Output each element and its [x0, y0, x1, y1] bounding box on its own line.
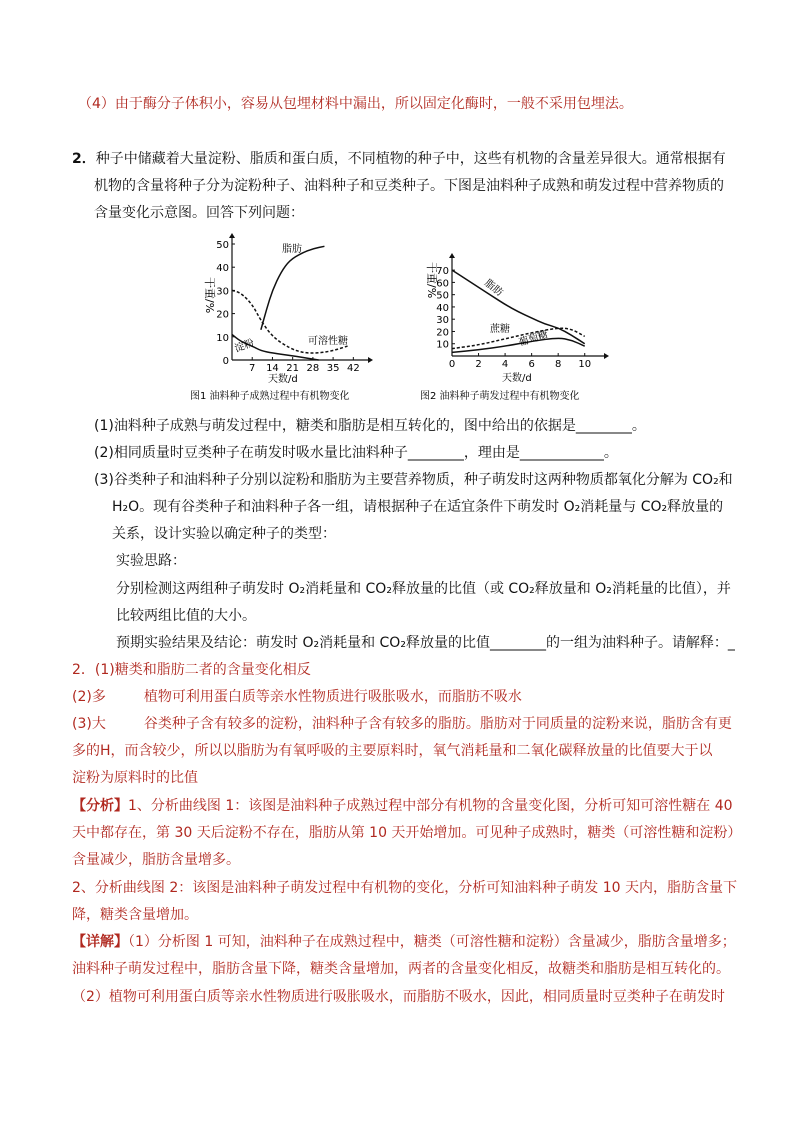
q3-line2: H₂O。现有谷类种子和油料种子各一组，请根据种子在适宜条件下萌发时 O₂消耗量与 CO₂释放量的 — [112, 499, 724, 515]
fig2-y-tick-label: 40 — [436, 302, 449, 314]
fig2-x-tick-label: 6 — [528, 359, 535, 370]
fig1-y-tick-label: 10 — [216, 332, 229, 344]
figure-2 — [420, 252, 620, 404]
figure-1 — [190, 232, 390, 404]
q3-line4: 实验思路： — [116, 553, 186, 569]
fig2-x-tick-label: 2 — [475, 359, 482, 370]
detail-line2: 油料种子萌发过程中，脂肪含量下降，糖类含量增加，两者的含量变化相反，故糖类和脂肪是相互转化的。 — [72, 961, 730, 977]
analysis-tag: 【分析】 — [72, 798, 128, 814]
question-intro-line3: 含量变化示意图。回答下列问题： — [94, 205, 304, 221]
answer-3-line2: 多的H，而含较少，所以以脂肪为有氧呼吸的主要原料时，氧气消耗量和二氧化碳释放量的比值要大于以 — [72, 743, 713, 759]
question-number: 2． — [72, 151, 96, 167]
analysis-line5: 降，糖类含量增加。 — [72, 907, 198, 923]
q3-line3: 关系，设计实验以确定种子的类型： — [112, 526, 336, 542]
analysis-line4: 2、分析曲线图 2：该图是油料种子萌发过程中有机物的变化，分析可知油料种子萌发 10 天内，脂肪含量下 — [72, 880, 737, 896]
answer-2-label: (2)多 — [72, 689, 106, 705]
answer-1: 2．(1)糖类和脂肪二者的含量变化相反 — [72, 662, 311, 678]
fig1-label-1: 可溶性糖 — [308, 336, 348, 347]
q2: (2)相同质量时豆类种子在萌发时吸水量比油料种子________，理由是____________。 — [94, 445, 618, 461]
fig2-series-0 — [452, 270, 585, 344]
analysis-text1: 1、分析曲线图 1：该图是油料种子成熟过程中部分有机物的含量变化图，分析可知可溶性糖在 40 — [128, 798, 733, 814]
fig2-x-tick-label: 0 — [448, 359, 456, 370]
answer-2-text: 植物可利用蛋白质等亲水性物质进行吸胀吸水，而脂肪不吸水 — [143, 689, 522, 705]
q1: (1)油料种子成熟与萌发过程中，糖类和脂肪是相互转化的，图中给出的依据是________。 — [94, 418, 646, 434]
fig1-ylabel: 干重/% — [203, 277, 216, 314]
fig2-caption: 图2 油料种子萌发过程中有机物变化 — [420, 391, 580, 402]
fig2-label-2: 葡萄糖 — [517, 329, 550, 349]
fig2-x-tick-label: 10 — [578, 359, 592, 370]
fig2-xlabel: 天数/d — [502, 373, 532, 384]
fig1-y-tick-label: 0 — [222, 356, 229, 367]
fig1-y-tick-label: 30 — [216, 286, 229, 298]
fig1-label-0: 脂肪 — [282, 244, 302, 255]
fig1-series-0 — [261, 246, 325, 330]
fig1-x-tick-label: 28 — [306, 363, 320, 374]
fig2-x-tick-label: 4 — [501, 359, 509, 370]
fig1-x-tick-label: 21 — [286, 363, 300, 374]
fig2-y-tick-label: 20 — [436, 327, 449, 339]
analysis-line1 — [72, 797, 733, 815]
answer-2 — [72, 688, 522, 706]
fig2-x-tick-label: 8 — [554, 359, 562, 370]
fig1-caption: 图1 油料种子成熟过程中有机物变化 — [190, 391, 350, 402]
fig2-label-0: 脂肪 — [482, 277, 505, 299]
answer-3-line3: 淀粉为原料时的比值 — [72, 770, 198, 786]
fig1-label-2: 淀粉 — [233, 337, 256, 355]
analysis-line3: 含量减少，脂肪含量增多。 — [72, 852, 240, 868]
top-answer: （4）由于酶分子体积小，容易从包埋材料中漏出，所以固定化酶时，一般不采用包埋法。 — [78, 96, 633, 112]
fig1-x-arrow — [368, 357, 373, 363]
fig2-y-tick-label: 70 — [436, 266, 449, 278]
fig1-x-tick-label: 7 — [249, 363, 256, 374]
detail-line1 — [72, 933, 736, 951]
fig1-y-arrow — [229, 233, 235, 238]
fig1-x-tick-label: 35 — [326, 363, 340, 374]
fig2-y-tick-label: 60 — [436, 278, 449, 290]
fig2-y-tick-label: 50 — [436, 290, 449, 302]
detail-tag: 【详解】 — [72, 934, 128, 950]
fig1-x-tick-label: 14 — [266, 363, 279, 374]
q3-line5: 分别检测这两组种子萌发时 O₂消耗量和 CO₂释放量的比值（或 CO₂释放量和 O₂消耗量的比值），并 — [116, 581, 731, 597]
fig2-y-arrow — [449, 253, 455, 258]
fig1-y-tick-label: 50 — [216, 240, 229, 251]
fig2-ylabel: 干重/% — [425, 262, 438, 299]
fig1-y-tick-label: 20 — [216, 309, 229, 321]
fig2-y-tick-label: 30 — [436, 315, 449, 327]
question-intro-line1: 种子中储藏着大量淀粉、脂质和蛋白质，不同植物的种子中，这些有机物的含量差异很大。通常根据有 — [95, 151, 726, 167]
question-intro — [72, 150, 726, 168]
answer-3 — [72, 715, 732, 733]
fig2-y-tick-label: 10 — [436, 339, 449, 351]
fig2-label-1: 蔗糖 — [490, 324, 510, 335]
fig1-x-tick-label: 42 — [346, 363, 360, 374]
answer-3-label: (3)大 — [72, 716, 106, 732]
analysis-line2: 天中都存在，第 30 天后淀粉不存在，脂肪从第 10 天开始增加。可见种子成熟时，糖类（可溶性糖和淀粉） — [72, 825, 742, 841]
detail-text1: （1）分析图 1 可知，油料种子在成熟过程中，糖类（可溶性糖和淀粉）含量减少，脂肪含量增多； — [128, 934, 736, 950]
fig1-xlabel: 天数/d — [268, 374, 298, 385]
fig1-y-tick-label: 40 — [216, 263, 229, 275]
question-intro-line2: 机物的含量将种子分为淀粉种子、油料种子和豆类种子。下图是油料种子成熟和萌发过程中营养物质的 — [94, 178, 724, 194]
q3-line1: (3)谷类种子和油料种子分别以淀粉和脂肪为主要营养物质，种子萌发时这两种物质都氧化分解为 CO₂和 — [94, 472, 733, 488]
detail-line3: （2）植物可利用蛋白质等亲水性物质进行吸胀吸水，而脂肪不吸水，因此，相同质量时豆类种子在萌发时 — [72, 989, 725, 1005]
answer-3-text: 谷类种子含有较多的淀粉，油料种子含有较多的脂肪。脂肪对于同质量的淀粉来说，脂肪含有更 — [143, 716, 732, 732]
q3-line7: 预期实验结果及结论：萌发时 O₂消耗量和 CO₂释放量的比值________的一组为油料种子。请解释：_ — [116, 635, 735, 651]
q3-line6: 比较两组比值的大小。 — [116, 608, 256, 624]
fig2-x-arrow — [604, 353, 609, 359]
